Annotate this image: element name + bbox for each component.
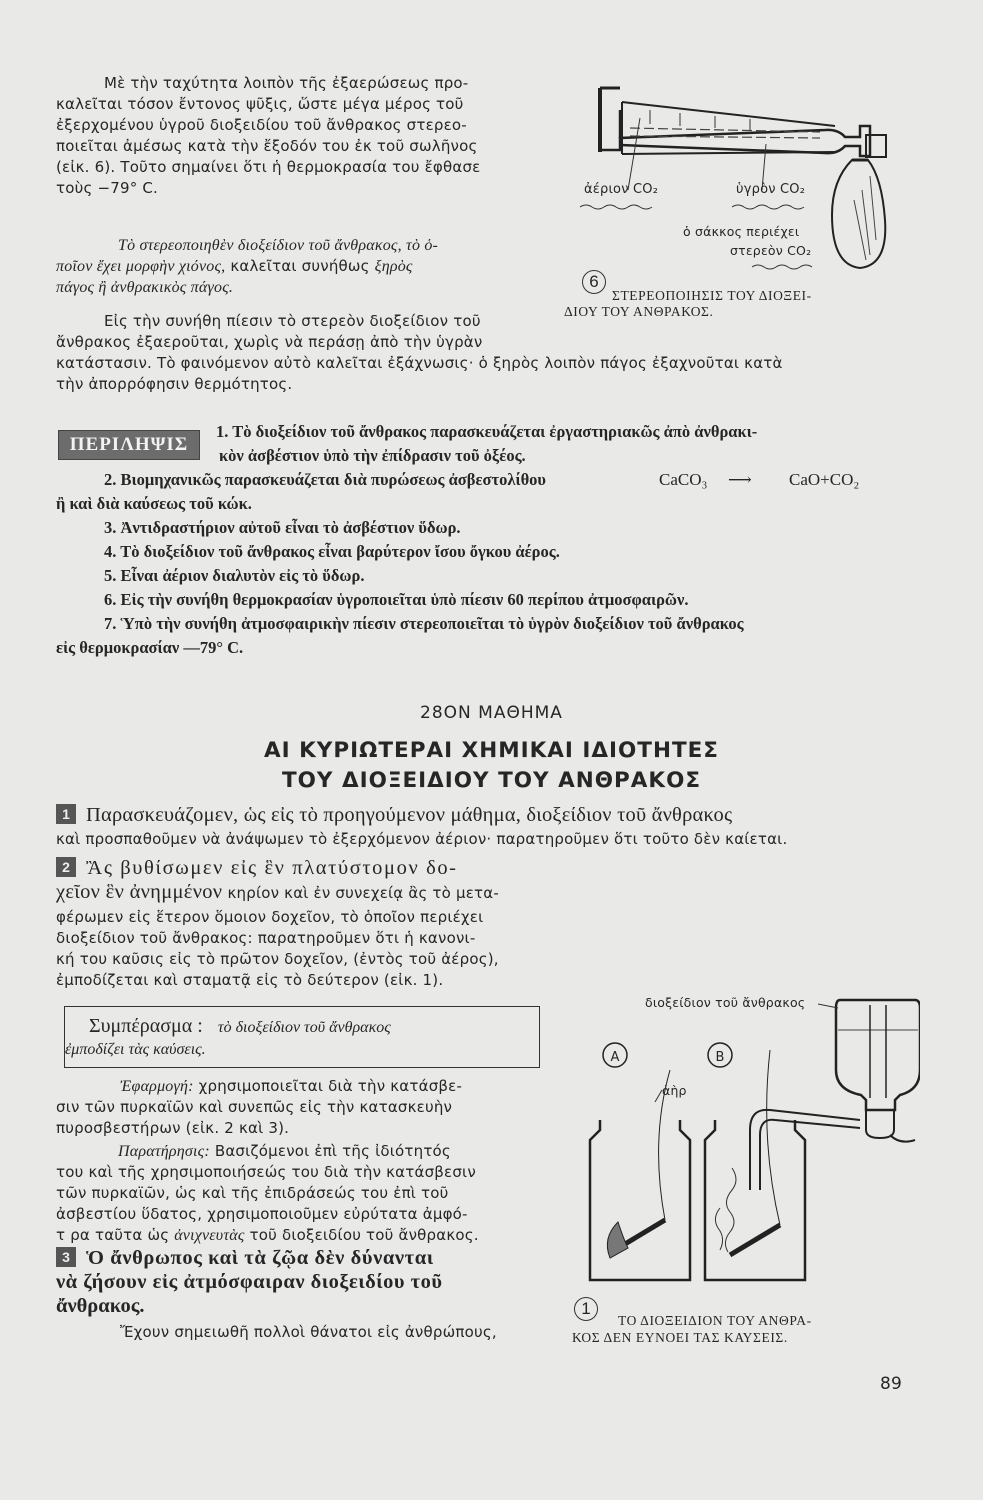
summary-item-4: 4. Τὸ διοξείδιον τοῦ ἄνθρακος εἶναι βαρύτερον ἴσου ὄγκου ἀέρος. bbox=[104, 542, 560, 561]
intro-paragraph bbox=[56, 73, 548, 199]
lesson-title bbox=[0, 736, 983, 796]
section-1-bold: Παρασκευάζομεν, ὡς εἰς τὸ προηγούμενον μάθημα, διοξείδιον τοῦ ἄνθρακος bbox=[86, 804, 733, 826]
conclusion-label: Συμπέρασμα : bbox=[89, 1015, 203, 1037]
note-line bbox=[56, 1141, 550, 1162]
label-co2: διοξείδιον τοῦ ἄνθρακος bbox=[645, 995, 806, 1010]
text-line: διοξείδιον τοῦ ἄνθρακος: παρατηροῦμεν ὅτι ἡ κανονι- bbox=[56, 929, 476, 947]
reaction-arrow: ⟶ bbox=[728, 470, 752, 489]
label-air: ἀὴρ bbox=[662, 1083, 687, 1098]
label-bag: ὁ σάκκος περιέχει bbox=[683, 224, 800, 239]
candle-jars-illustration bbox=[570, 990, 920, 1290]
text-line: ποιεῖται ἀμέσως κατὰ τὴν ἔξοδόν του ἐκ τοῦ σωλῆνος bbox=[56, 137, 478, 155]
dry-ice-definition bbox=[56, 235, 548, 298]
figure-number bbox=[582, 270, 606, 294]
application-line bbox=[56, 1076, 550, 1097]
figure-caption: ΚΟΣ ΔΕΝ ΕΥΝΟΕΙ ΤΑΣ ΚΑΥΣΕΙΣ. bbox=[572, 1330, 788, 1345]
application-text: χρησιμοποιεῖται διὰ τὴν κατάσβε- bbox=[198, 1077, 463, 1095]
note-italic: ἀνιχνευτὰς bbox=[174, 1227, 245, 1244]
text-line: πυροσβεστήρων (εἰκ. 2 καὶ 3). bbox=[56, 1119, 290, 1137]
figure-number-circle: 6 bbox=[582, 270, 606, 294]
section-2-text: κηρίον καὶ ἐν συνεχείᾳ ἂς τὸ μετα- bbox=[227, 884, 499, 902]
summary-item-6: 6. Εἰς τὴν συνήθη θερμοκρασίαν ὑγροποιεῖται ὑπὸ πίεσιν 60 περίπου ἀτμοσφαιρῶν. bbox=[104, 590, 689, 609]
lesson-title-line-1: ΑΙ ΚΥΡΙΩΤΕΡΑΙ ΧΗΜΙΚΑΙ ΙΔΙΟΤΗΤΕΣ bbox=[264, 738, 719, 763]
summary-badge: ΠΕΡΙΛΗΨΙΣ bbox=[58, 430, 200, 460]
figure-caption: ΔΙΟΥ ΤΟΥ ΑΝΘΡΑΚΟΣ. bbox=[564, 304, 714, 319]
formula-reactant: CaCO₃ bbox=[659, 470, 708, 489]
section-2 bbox=[56, 857, 550, 991]
section-3-text: Ἔχουν σημειωθῆ πολλοὶ θάνατοι εἰς ἀνθρώπους, bbox=[120, 1323, 497, 1341]
text-line: φέρωμεν εἰς ἕτερον ὅμοιον δοχεῖον, τὸ ὁποῖον περιέχει bbox=[56, 908, 484, 926]
text-line: τοὺς −79° C. bbox=[56, 179, 159, 197]
definition-normal: καλεῖται συνήθως bbox=[230, 257, 370, 275]
summary-list bbox=[56, 420, 916, 660]
summary-item-2 bbox=[56, 468, 916, 492]
summary-item-7: 7. Ὑπὸ τὴν συνήθη ἀτμοσφαιρικὴν πίεσιν στερεοποιεῖται τὸ ὑγρὸν διοξείδιον τοῦ ἄνθρακος bbox=[104, 614, 744, 633]
section-3-bold: ἄνθρακος. bbox=[56, 1295, 145, 1317]
note-text: Βασιζόμενοι ἐπὶ τῆς ἰδιότητός bbox=[214, 1142, 451, 1160]
lesson-title-line-2: ΤΟΥ ΔΙΟΞΕΙΔΙΟΥ ΤΟΥ ΑΝΘΡΑΚΟΣ bbox=[281, 768, 702, 793]
summary-item-3: 3. Ἀντιδραστήριον αὐτοῦ εἶναι τὸ ἀσβέστιον ὕδωρ. bbox=[104, 518, 461, 537]
summary-item-2-cont: ἢ καὶ διὰ καύσεως τοῦ κώκ. bbox=[56, 494, 252, 513]
figure-number-circle: 1 bbox=[574, 1297, 598, 1321]
text-line: κή του καῦσις εἰς τὸ πρῶτον δοχεῖον, (ἐντὸς τοῦ ἀέρος), bbox=[56, 950, 499, 968]
text-line: Εἰς τὴν συνήθη πίεσιν τὸ στερεὸν διοξείδιον τοῦ bbox=[104, 312, 481, 330]
text-line: του καὶ τῆς χρησιμοποιήσεώς του διὰ τὴν κατάσβεσιν bbox=[56, 1163, 476, 1181]
figure-6 bbox=[564, 80, 910, 330]
summary-item-1-cont: κὸν ἀσβέστιον ὑπὸ τὴν ἐπίδρασιν τοῦ ὀξέος. bbox=[219, 446, 526, 465]
text-line: κατάστασιν. Τὸ φαινόμενον αὐτὸ καλεῖται ἐξάχνωσις· ὁ ξηρὸς λοιπὸν πάγος ἐξαχνοῦται κατὰ bbox=[56, 354, 783, 372]
summary-item-7-cont: εἰς θερμοκρασίαν —79° C. bbox=[56, 638, 244, 657]
note-text: τοῦ διοξειδίου τοῦ ἄνθρακος. bbox=[249, 1226, 479, 1244]
section-2-heading bbox=[56, 857, 550, 880]
application-label: Ἐφαρμογή: bbox=[120, 1078, 194, 1095]
figure-number bbox=[574, 1297, 598, 1321]
label-bag-solid: στερεὸν CO₂ bbox=[730, 243, 812, 258]
section-2-line-2 bbox=[56, 881, 550, 904]
text-line: ἄνθρακος ἐξαεροῦται, χωρὶς νὰ περάσῃ ἀπὸ τὴν ὑγρὰν bbox=[56, 333, 483, 351]
section-1-heading bbox=[56, 804, 916, 827]
conclusion-text: τὸ διοξείδιον τοῦ ἄνθρακος bbox=[217, 1019, 391, 1036]
text-line: (εἰκ. 6). Τοῦτο σημαίνει ὅτι ἡ θερμοκρασία του ἔφθασε bbox=[56, 158, 481, 176]
definition-line-2 bbox=[56, 256, 548, 277]
summary-item-2-text: 2. Βιομηχανικῶς παρασκευάζεται διὰ πυρώσεως ἀσβεστολίθου bbox=[104, 470, 546, 489]
label-gas-co2: ἀέριον CO₂ bbox=[584, 182, 659, 197]
figure-caption: ΣΤΕΡΕΟΠΟΙΗΣΙΣ ΤΟΥ ΔΙΟΞΕΙ- bbox=[612, 288, 812, 303]
note-label: Παρατήρησις: bbox=[118, 1143, 210, 1160]
text-line: τὴν ἀπορρόφησιν θερμότητος. bbox=[56, 375, 293, 393]
section-1-number: 1 bbox=[56, 804, 76, 824]
section-3-heading bbox=[56, 1247, 550, 1270]
definition-italic: ποῖον ἔχει μορφὴν χιόνος, bbox=[56, 258, 226, 275]
text-line: ἐξερχομένου ὑγροῦ διοξειδίου τοῦ ἄνθρακος στερεο- bbox=[56, 116, 467, 134]
definition-italic: ξηρὸς bbox=[374, 258, 413, 275]
note-paragraph bbox=[56, 1141, 550, 1246]
section-1-text: καὶ προσπαθοῦμεν νὰ ἀνάψωμεν τὸ ἐξερχόμενον ἀέριον· παρατηροῦμεν ὅτι τοῦτο δὲν καίεται. bbox=[56, 830, 788, 848]
figure-caption: ΤΟ ΔΙΟΞΕΙΔΙΟΝ ΤΟΥ ΑΝΘΡΑ- bbox=[618, 1313, 812, 1328]
figure-1 bbox=[570, 990, 920, 1360]
section-1 bbox=[56, 804, 916, 850]
application-paragraph bbox=[56, 1076, 550, 1139]
summary-item-1: 1. Τὸ διοξείδιον τοῦ ἄνθρακος παρασκευάζεται ἐργαστηριακῶς ἀπὸ ἀνθρακι- bbox=[216, 422, 758, 441]
page-number: 89 bbox=[880, 1374, 903, 1394]
text-line: τῶν πυρκαϊῶν, ὡς καὶ τῆς ἐπιδράσεώς του ἐπὶ τοῦ bbox=[56, 1184, 449, 1202]
conclusion-line-1 bbox=[89, 1015, 391, 1038]
section-2-bold: χεῖον ἓν ἀνημμένον bbox=[56, 881, 223, 903]
text-line: ἀσβεστίου ὕδατος, χρησιμοποιοῦμεν εὐρύτατα ἀμφό- bbox=[56, 1205, 468, 1223]
lesson-number: 28ΟΝ ΜΑΘΗΜΑ bbox=[420, 703, 563, 723]
section-3-number: 3 bbox=[56, 1247, 76, 1267]
note-text: τ ρα ταῦτα ὡς bbox=[56, 1226, 170, 1244]
text-line: σιν τῶν πυρκαϊῶν καὶ συνεπῶς εἰς τὴν κατασκευὴν bbox=[56, 1098, 453, 1116]
section-3 bbox=[56, 1247, 550, 1343]
conclusion-text: ἐμποδίζει τὰς καύσεις. bbox=[65, 1041, 206, 1058]
definition-line: Τὸ στερεοποιηθὲν διοξείδιον τοῦ ἄνθρακος, τὸ ὁ- bbox=[118, 237, 439, 254]
section-2-body bbox=[56, 907, 550, 991]
label-a: A bbox=[610, 1050, 620, 1065]
section-2-bold: Ἂς βυθίσωμεν εἰς ἓν πλατύστομον δο- bbox=[86, 857, 458, 879]
text-line: ἐμποδίζεται καὶ σταματᾷ εἰς τὸ δεύτερον (εἰκ. 1). bbox=[56, 971, 444, 989]
definition-line: πάγος ἢ ἀνθρακικὸς πάγος. bbox=[56, 279, 234, 296]
text-line: καλεῖται τόσον ἔντονος ψῦξις, ὥστε μέγα μέρος τοῦ bbox=[56, 95, 464, 113]
summary-item-5: 5. Εἶναι ἀέριον διαλυτὸν εἰς τὸ ὕδωρ. bbox=[104, 566, 365, 585]
conclusion-box bbox=[64, 1006, 540, 1068]
label-b: B bbox=[715, 1050, 725, 1065]
note-last-line bbox=[56, 1225, 550, 1246]
section-3-bold: Ὁ ἄνθρωπος καὶ τὰ ζῷα δὲν δύνανται bbox=[86, 1247, 434, 1269]
text-line: Μὲ τὴν ταχύτητα λοιπὸν τῆς ἐξαερώσεως προ- bbox=[104, 74, 469, 92]
label-liquid-co2: ὑγρὸν CO₂ bbox=[736, 182, 806, 197]
formula-products: CaO+CO₂ bbox=[789, 470, 860, 489]
section-2-number: 2 bbox=[56, 857, 76, 877]
section-3-bold: νὰ ζήσουν εἰς ἀτμόσφαιραν διοξειδίου τοῦ bbox=[56, 1271, 443, 1293]
